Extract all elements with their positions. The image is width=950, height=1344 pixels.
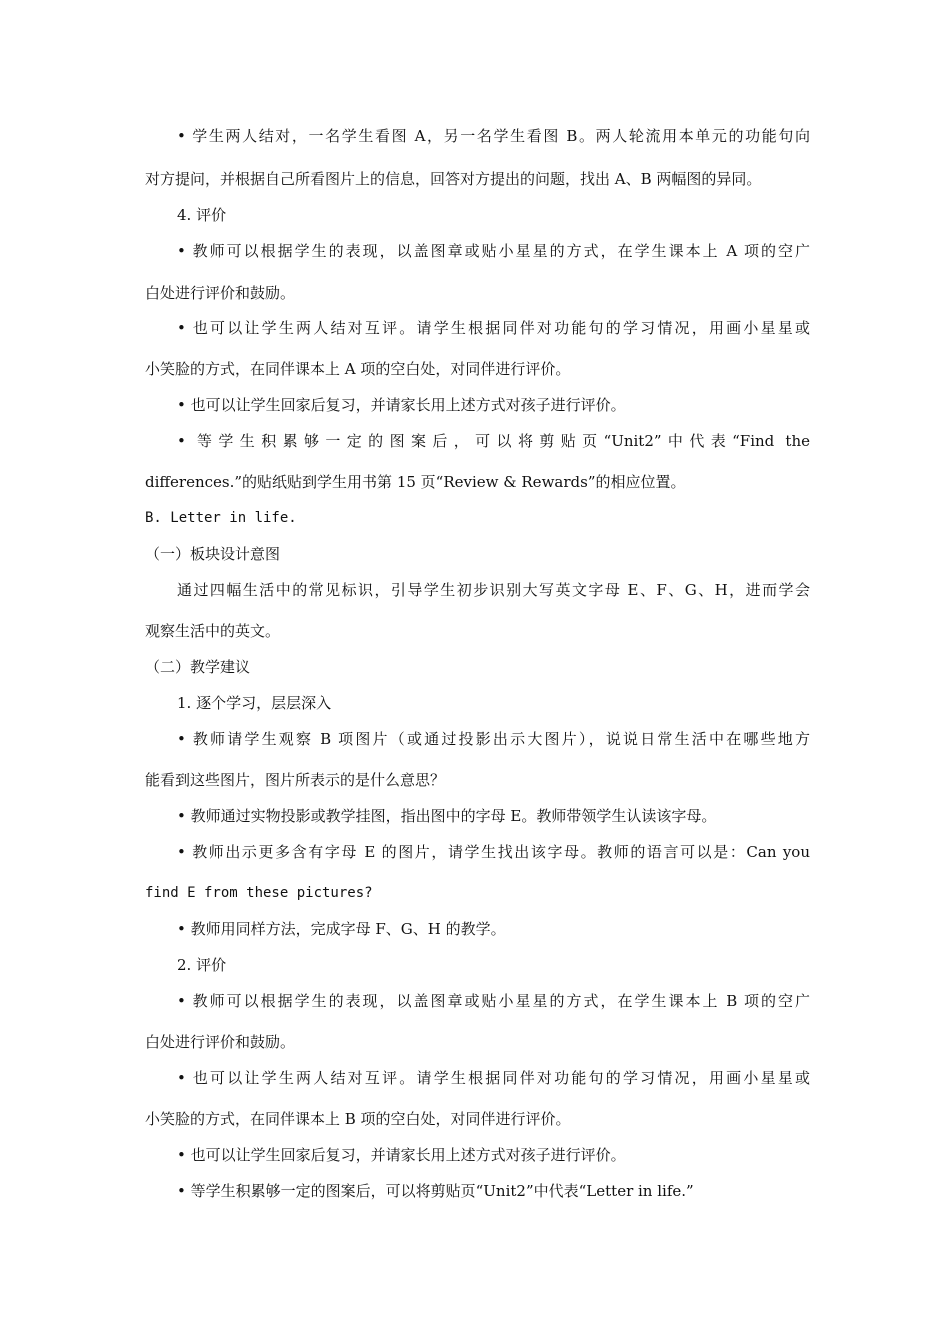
paragraph-line: 白处进行评价和鼓励。 xyxy=(145,1033,296,1051)
section-title: B. Letter in life. xyxy=(145,510,297,526)
section-heading: 2. 评价 xyxy=(177,956,227,974)
subsection-heading: （一）板块设计意图 xyxy=(145,545,281,563)
paragraph-line: • 也可以让学生两人结对互评。请学生根据同伴对功能句的学习情况，用画小星星或 xyxy=(177,1069,810,1087)
paragraph-line: find E from these pictures? xyxy=(145,885,373,901)
subsection-heading: （二）教学建议 xyxy=(145,658,251,676)
paragraph-line: • 教师通过实物投影或教学挂图，指出图中的字母 E。教师带领学生认读该字母。 xyxy=(177,807,717,825)
paragraph-line: 小笑脸的方式，在同伴课本上 A 项的空白处，对同伴进行评价。 xyxy=(145,360,571,378)
paragraph-line: differences.”的贴纸贴到学生用书第 15 页“Review & Rewards”的相应位置。 xyxy=(145,473,686,491)
paragraph-line: 白处进行评价和鼓励。 xyxy=(145,284,296,302)
paragraph-line: • 教师出示更多含有字母 E 的图片，请学生找出该字母。教师的语言可以是：Can you xyxy=(177,843,810,861)
paragraph-line: 小笑脸的方式，在同伴课本上 B 项的空白处，对同伴进行评价。 xyxy=(145,1110,571,1128)
paragraph-line: • 教师用同样方法，完成字母 F、G、H 的教学。 xyxy=(177,920,506,938)
paragraph-line: 对方提问，并根据自己所看图片上的信息，回答对方提出的问题，找出 A、B 两幅图的异同。 xyxy=(145,170,762,188)
paragraph-line: • 教师请学生观察 B 项图片（或通过投影出示大图片），说说日常生活中在哪些地方 xyxy=(177,730,810,748)
paragraph-line: 能看到这些图片，图片所表示的是什么意思？ xyxy=(145,771,446,789)
paragraph-line: • 教师可以根据学生的表现，以盖图章或贴小星星的方式，在学生课本上 A 项的空广 xyxy=(177,242,810,260)
paragraph-line: • 也可以让学生回家后复习，并请家长用上述方式对孩子进行评价。 xyxy=(177,1146,626,1164)
paragraph-line: 观察生活中的英文。 xyxy=(145,622,281,640)
paragraph-line: • 也可以让学生回家后复习，并请家长用上述方式对孩子进行评价。 xyxy=(177,396,626,414)
paragraph-line: • 教师可以根据学生的表现，以盖图章或贴小星星的方式，在学生课本上 B 项的空广 xyxy=(177,992,810,1010)
section-heading: 4. 评价 xyxy=(177,206,227,224)
section-heading: 1. 逐个学习，层层深入 xyxy=(177,694,332,712)
paragraph-line: • 也可以让学生两人结对互评。请学生根据同伴对功能句的学习情况，用画小星星或 xyxy=(177,319,810,337)
paragraph-line: • 等学生积累够一定的图案后，可以将剪贴页“Unit2”中代表“Letter in life.” xyxy=(177,1182,694,1200)
paragraph-line: • 学生两人结对，一名学生看图 A，另一名学生看图 B。两人轮流用本单元的功能句向 xyxy=(177,127,810,145)
paragraph-line: 通过四幅生活中的常见标识，引导学生初步识别大写英文字母 E、F、G、H，进而学会 xyxy=(177,581,810,599)
paragraph-line: • 等学生积累够一定的图案后，可以将剪贴页“Unit2”中代表“Find the xyxy=(177,432,810,450)
